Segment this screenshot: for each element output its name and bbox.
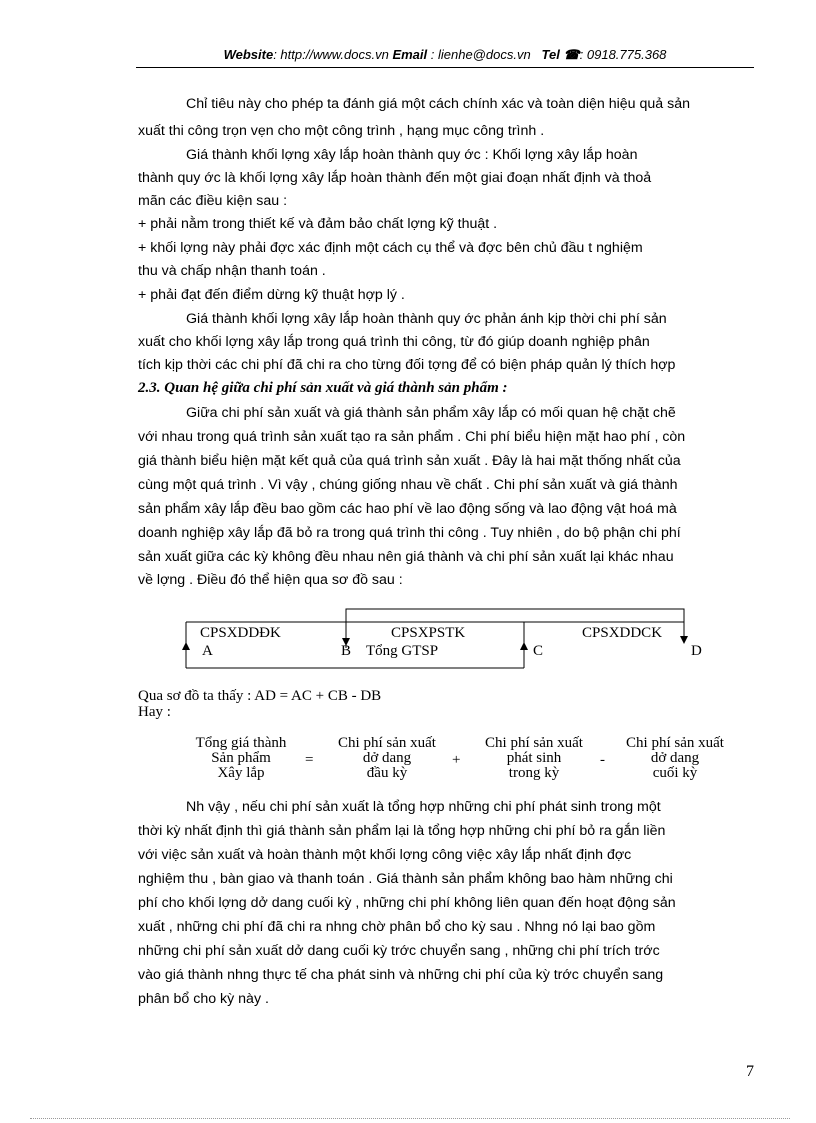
p5-line-3: với việc sản xuất và hoàn thành một khối lợng công việc xây lắp nhất định đợc bbox=[138, 847, 632, 863]
p4-line-3: giá thành biểu hiện mặt kết quả của quá trình sản xuất . Đây là hai mặt thống nhất của bbox=[138, 453, 681, 469]
p5-line-2: thời kỳ nhất định thì giá thành sản phẩm lại là tổng hợp những chi phí bỏ ra gắn liền bbox=[138, 823, 666, 839]
formula-col-4 bbox=[612, 736, 738, 781]
p5-line-4: nghiệm thu , bàn giao và thanh toán . Giá thành sản phẩm không bao hàm những chi bbox=[138, 871, 673, 887]
list-item-2: + khối lợng này phải đợc xác định một cách cụ thể và đợc bên chủ đầu t nghiệm bbox=[138, 240, 643, 256]
p1-line-1: Chỉ tiêu này cho phép ta đánh giá một cách chính xác và toàn diện hiệu quả sản bbox=[186, 96, 691, 112]
col3-line-3: trong kỳ bbox=[508, 765, 560, 781]
col1-line-1: Tổng giá thành bbox=[195, 735, 287, 751]
list-item-1: + phải nằm trong thiết kế và đảm bảo chất lợng kỹ thuật . bbox=[138, 216, 498, 232]
email-value: : lienhe@docs.vn bbox=[430, 47, 531, 62]
p5-line-5: phí cho khối lợng dở dang cuối kỳ , những chi phí không liên quan đến hoạt động sản bbox=[138, 895, 676, 911]
seg3-label: CPSXDDCK bbox=[582, 625, 663, 641]
p4-line-8: về lợng . Điều đó thể hiện qua sơ đồ sau : bbox=[138, 572, 403, 588]
col4-line-1: Chi phí sản xuất bbox=[626, 735, 724, 751]
email-label: Email bbox=[392, 47, 428, 62]
point-a: A bbox=[202, 643, 213, 659]
p4-line-5: sản phẩm xây lắp đều bao gồm các hao phí về lao động sống và lao động vật hoá mà bbox=[138, 501, 677, 517]
p4-line-2: với nhau trong quá trình sản xuất tạo ra sản phẩm . Chi phí biểu hiện mặt hao phí , còn bbox=[138, 429, 686, 445]
col2-line-1: Chi phí sản xuất bbox=[338, 735, 436, 751]
p5-line-7: những chi phí sản xuất dở dang cuối kỳ trớc chuyển sang , những chi phí trích trớc bbox=[138, 943, 660, 959]
p5-line-6: xuất , những chi phí đã chi ra nhng chờ phân bổ cho kỳ sau . Nhng nó lại bao gồm bbox=[138, 919, 656, 935]
website-value: : http://www.docs.vn bbox=[273, 47, 389, 62]
p5-line-8: vào giá thành nhng thực tế cha phát sinh và những chi phí của kỳ trớc chuyển sang bbox=[138, 967, 664, 983]
p5-line-1: Nh vậy , nếu chi phí sản xuất là tổng hợp những chi phí phát sinh trong một bbox=[186, 799, 661, 815]
p4-line-7: sản xuất giữa các kỳ không đều nhau nên giá thành và chi phí sản xuất lại khác nhau bbox=[138, 549, 674, 565]
formula-col-3 bbox=[471, 736, 597, 781]
arrow-c bbox=[520, 642, 528, 650]
p3-line-2: xuất cho khối lợng xây lắp trong quá trình thi công, từ đó giúp doanh nghiệp phân bbox=[138, 334, 650, 350]
p4-line-1: Giữa chi phí sản xuất và giá thành sản phẩm xây lắp có mối quan hệ chặt chẽ bbox=[186, 405, 676, 421]
col3-line-2: phát sinh bbox=[506, 750, 562, 766]
header-rule bbox=[136, 67, 754, 68]
tgtsp-label: Tổng GTSP bbox=[366, 643, 439, 659]
arrow-a bbox=[182, 642, 190, 650]
col1-line-2: Sản phẩm bbox=[211, 750, 271, 766]
p5-line-9: phân bổ cho kỳ này . bbox=[138, 991, 269, 1007]
p2-line-1: Giá thành khối lợng xây lắp hoàn thành quy ớc : Khối lợng xây lắp hoàn bbox=[186, 147, 638, 163]
formula-col-1 bbox=[186, 736, 296, 781]
point-c: C bbox=[533, 643, 544, 659]
col2-line-3: đầu kỳ bbox=[366, 765, 408, 781]
col4-line-2: dở dang bbox=[650, 750, 700, 766]
arrow-d bbox=[680, 636, 688, 644]
col2-line-2: dở dang bbox=[362, 750, 412, 766]
section-heading: 2.3. Quan hệ giữa chi phí sản xuất và giá thành sản phẩm : bbox=[138, 380, 508, 396]
formula-col-2 bbox=[324, 736, 450, 781]
p1-line-2: xuất thi công trọn vẹn cho một công trình , hạng mục công trình . bbox=[138, 123, 545, 139]
tel-label: Tel bbox=[541, 47, 560, 62]
p3-line-3: tích kịp thời các chi phí đã chi ra cho từng đối tợng để có biện pháp quản lý thích hợp bbox=[138, 357, 676, 373]
plus-sign: + bbox=[452, 752, 461, 768]
list-item-2-cont: thu và chấp nhận thanh toán . bbox=[138, 263, 326, 279]
point-d: D bbox=[691, 643, 702, 659]
p4-line-6: doanh nghiệp xây lắp đã bỏ ra trong quá trình thi công . Tuy nhiên , do bộ phận chi phí bbox=[138, 525, 681, 541]
website-label: Website bbox=[223, 47, 274, 62]
equals-sign: = bbox=[305, 752, 314, 768]
page-header bbox=[136, 47, 754, 63]
col1-line-3: Xây lắp bbox=[217, 765, 265, 781]
page-bottom-rule bbox=[30, 1118, 790, 1119]
point-b: B bbox=[341, 643, 352, 659]
col3-line-1: Chi phí sản xuất bbox=[485, 735, 583, 751]
formula-line-1: Qua sơ đồ ta thấy : AD = AC + CB - DB bbox=[138, 688, 382, 704]
p2-line-2: thành quy ớc là khối lợng xây lắp hoàn thành đến một giai đoạn nhất định và thoả bbox=[138, 170, 652, 186]
col4-line-3: cuối kỳ bbox=[652, 765, 698, 781]
page-number: 7 bbox=[746, 1063, 754, 1080]
phone-icon: ☎ bbox=[563, 47, 580, 62]
list-item-3: + phải đạt đến điểm dừng kỹ thuật hợp lý . bbox=[138, 287, 405, 303]
p4-line-4: cùng một quá trình . Vì vậy , chúng giống nhau về chất . Chi phí sản xuất và giá thành bbox=[138, 477, 678, 493]
cost-diagram bbox=[170, 600, 730, 670]
seg2-label: CPSXPSTK bbox=[391, 625, 466, 641]
p2-line-3: mãn các điều kiện sau : bbox=[138, 193, 288, 209]
p3-line-1: Giá thành khối lợng xây lắp hoàn thành quy ớc phản ánh kịp thời chi phí sản bbox=[186, 311, 667, 327]
minus-sign: - bbox=[600, 752, 605, 768]
tel-value: : 0918.775.368 bbox=[579, 47, 667, 62]
formula-line-2: Hay : bbox=[138, 704, 171, 720]
seg1-label: CPSXDDĐK bbox=[200, 625, 281, 641]
